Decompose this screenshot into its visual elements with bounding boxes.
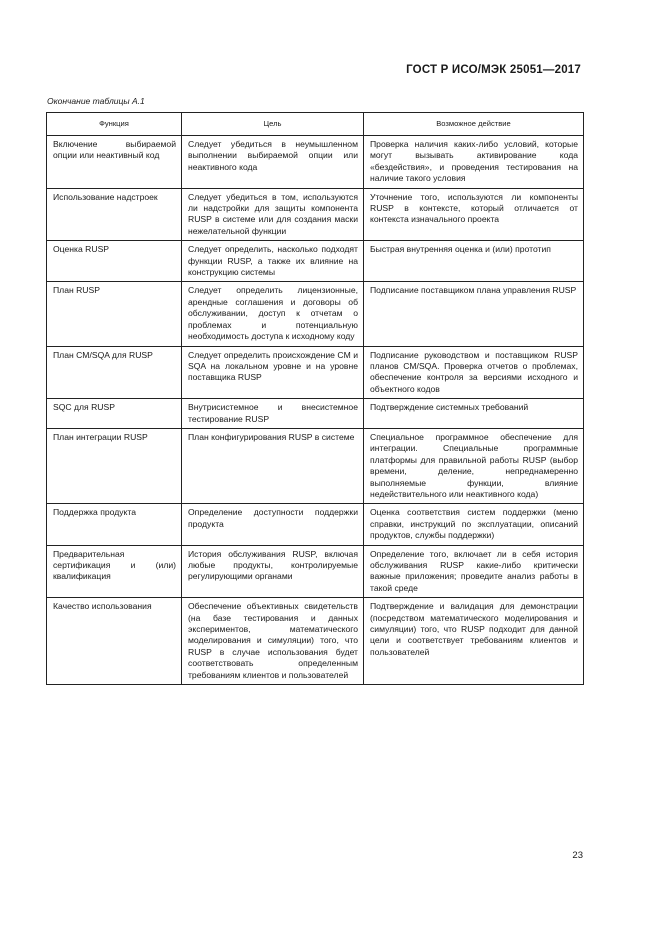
cell-goal: Следует определить лицензионные, арендные соглашения и договоры об обслуживании, доступ к отчетам о проблемах и потенциальную необходимость доступа к исходному коду [182, 282, 364, 346]
cell-goal: Следует убедиться в неумышленном выполнении выбираемой опции или неактивного кода [182, 136, 364, 189]
document-header: ГОСТ Р ИСО/МЭК 25051—2017 [406, 64, 581, 76]
table-row [47, 399, 584, 429]
column-header-action: Возможное действие [364, 113, 584, 136]
cell-action: Проверка наличия каких-либо условий, которые могут вызывать активирование кода «бездействия», и проведения тестирования на наличие такого условия [364, 136, 584, 189]
functions-table [46, 112, 584, 685]
cell-goal: Следует определить, насколько подходят функции RUSP, а также их влияние на конструкцию системы [182, 241, 364, 282]
cell-goal: Следует определить происхождение CM и SQA на локальном уровне и на уровне поставщика RUSP [182, 346, 364, 399]
table-row [47, 282, 584, 346]
cell-action: Подтверждение и валидация для демонстрации (посредством математического моделирования и симуляции) того, что RUSP подходит для данной цели и соответствует требованиям клиентов и пользователей [364, 598, 584, 685]
cell-goal: Внутрисистемное и внесистемное тестирование RUSP [182, 399, 364, 429]
cell-function: План RUSP [47, 282, 182, 346]
cell-function: План интеграции RUSP [47, 428, 182, 503]
column-header-goal: Цель [182, 113, 364, 136]
cell-action: Специальное программное обеспечение для интеграции. Специальные программные платформы для правильной работы RUSP (выбор времени, деление, непреднамеренно выполняемые функции, влияние недействительного или неактивного кода) [364, 428, 584, 503]
cell-action: Определение того, включает ли в себя история обслуживания RUSP какие-либо критически важные приложения; проведите анализ работы в такой среде [364, 545, 584, 598]
table-row [47, 346, 584, 399]
table-row [47, 428, 584, 503]
table-row [47, 504, 584, 545]
cell-function: Оценка RUSP [47, 241, 182, 282]
cell-goal: Следует убедиться в том, используются ли надстройки для защиты компонента RUSP в системе или для создания маски нежелательной функции [182, 188, 364, 241]
cell-function: Использование надстроек [47, 188, 182, 241]
table-row [47, 136, 584, 189]
cell-function: SQC для RUSP [47, 399, 182, 429]
table-header-row [47, 113, 584, 136]
cell-action: Подтверждение системных требований [364, 399, 584, 429]
column-header-function: Функция [47, 113, 182, 136]
cell-goal: Обеспечение объективных свидетельств (на базе тестирования и данных экспериментов, математического моделирования и симуляции) того, что RUSP в случае использования будет соответствовать определенным требованиям клиентов и пользователей [182, 598, 364, 685]
cell-goal: История обслуживания RUSP, включая любые продукты, контролируемые регулирующими органами [182, 545, 364, 598]
cell-goal: План конфигурирования RUSP в системе [182, 428, 364, 503]
table-row [47, 598, 584, 685]
cell-action: Подписание поставщиком плана управления RUSP [364, 282, 584, 346]
table-caption: Окончание таблицы А.1 [47, 96, 145, 106]
cell-action: Быстрая внутренняя оценка и (или) прототип [364, 241, 584, 282]
cell-function: Качество использования [47, 598, 182, 685]
table-row [47, 188, 584, 241]
cell-function: Предварительная сертификация и (или) квалификация [47, 545, 182, 598]
cell-action: Подписание руководством и поставщиком RUSP планов CM/SQA. Проверка отчетов о проблемах, обеспечение контроля за версиями исходного и объектного кодов [364, 346, 584, 399]
table-row [47, 241, 584, 282]
cell-function: Включение выбираемой опции или неактивный код [47, 136, 182, 189]
cell-goal: Определение доступности поддержки продукта [182, 504, 364, 545]
table-row [47, 545, 584, 598]
cell-action: Оценка соответствия систем поддержки (меню справки, инструкций по эксплуатации, описаний продуктов, службы поддержки) [364, 504, 584, 545]
page-number: 23 [572, 850, 583, 861]
cell-function: Поддержка продукта [47, 504, 182, 545]
cell-action: Уточнение того, используются ли компоненты RUSP в контексте, который отличается от контекста изначального проекта [364, 188, 584, 241]
cell-function: План CM/SQA для RUSP [47, 346, 182, 399]
